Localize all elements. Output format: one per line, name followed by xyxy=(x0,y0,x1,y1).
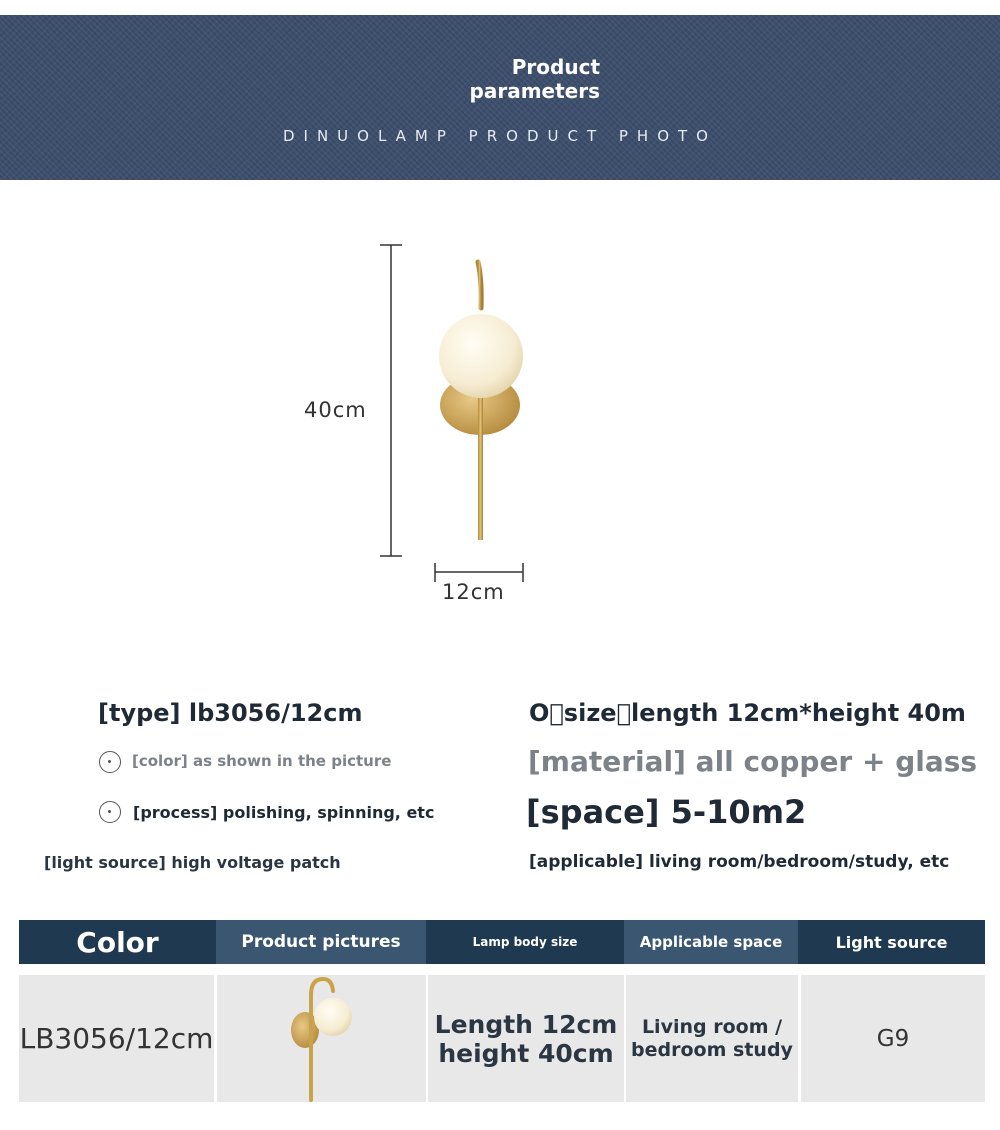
spec-process: [process] polishing, spinning, etc xyxy=(133,803,435,822)
height-dimension-line xyxy=(380,245,402,556)
cell-light: G9 xyxy=(801,975,985,1102)
width-label: 12cm xyxy=(442,580,505,604)
bullet-icon xyxy=(99,801,121,823)
header-pictures: Product pictures xyxy=(216,920,426,964)
product-photo xyxy=(300,230,560,620)
bullet-icon xyxy=(99,751,121,773)
spec-applicable: [applicable] living room/bedroom/study, etc xyxy=(529,852,950,872)
header-light: Light source xyxy=(798,920,985,964)
header-color: Color xyxy=(19,920,216,964)
banner-subtitle: DINUOLAMP PRODUCT PHOTO xyxy=(282,127,717,145)
lamp-illustration xyxy=(439,262,523,540)
cell-space-line2: bedroom study xyxy=(631,1038,793,1061)
spec-type: [type] lb3056/12cm xyxy=(98,699,363,727)
spec-light-source: [light source] high voltage patch xyxy=(44,853,341,872)
height-label: 40cm xyxy=(304,398,367,422)
spec-material: [material] all copper + glass xyxy=(528,745,978,778)
cell-size-line1: Length 12cm xyxy=(434,1009,618,1039)
cell-space xyxy=(626,975,798,1102)
banner-title: Product parameters xyxy=(469,55,600,103)
header-space: Applicable space xyxy=(624,920,798,964)
header-size: Lamp body size xyxy=(426,920,624,964)
cell-picture xyxy=(217,975,426,1102)
header-banner xyxy=(0,15,1000,180)
cell-space-line1: Living room / xyxy=(641,1015,783,1038)
cell-size-line2: height 40cm xyxy=(438,1038,614,1068)
spec-size: O size length 12cm*height 40m xyxy=(529,699,966,727)
cell-color: LB3056/12cm xyxy=(19,975,214,1102)
lamp-thumbnail xyxy=(277,975,367,1102)
spec-space: [space] 5-10m2 xyxy=(526,793,807,831)
cell-size xyxy=(428,975,624,1102)
spec-color: [color] as shown in the picture xyxy=(132,752,392,770)
